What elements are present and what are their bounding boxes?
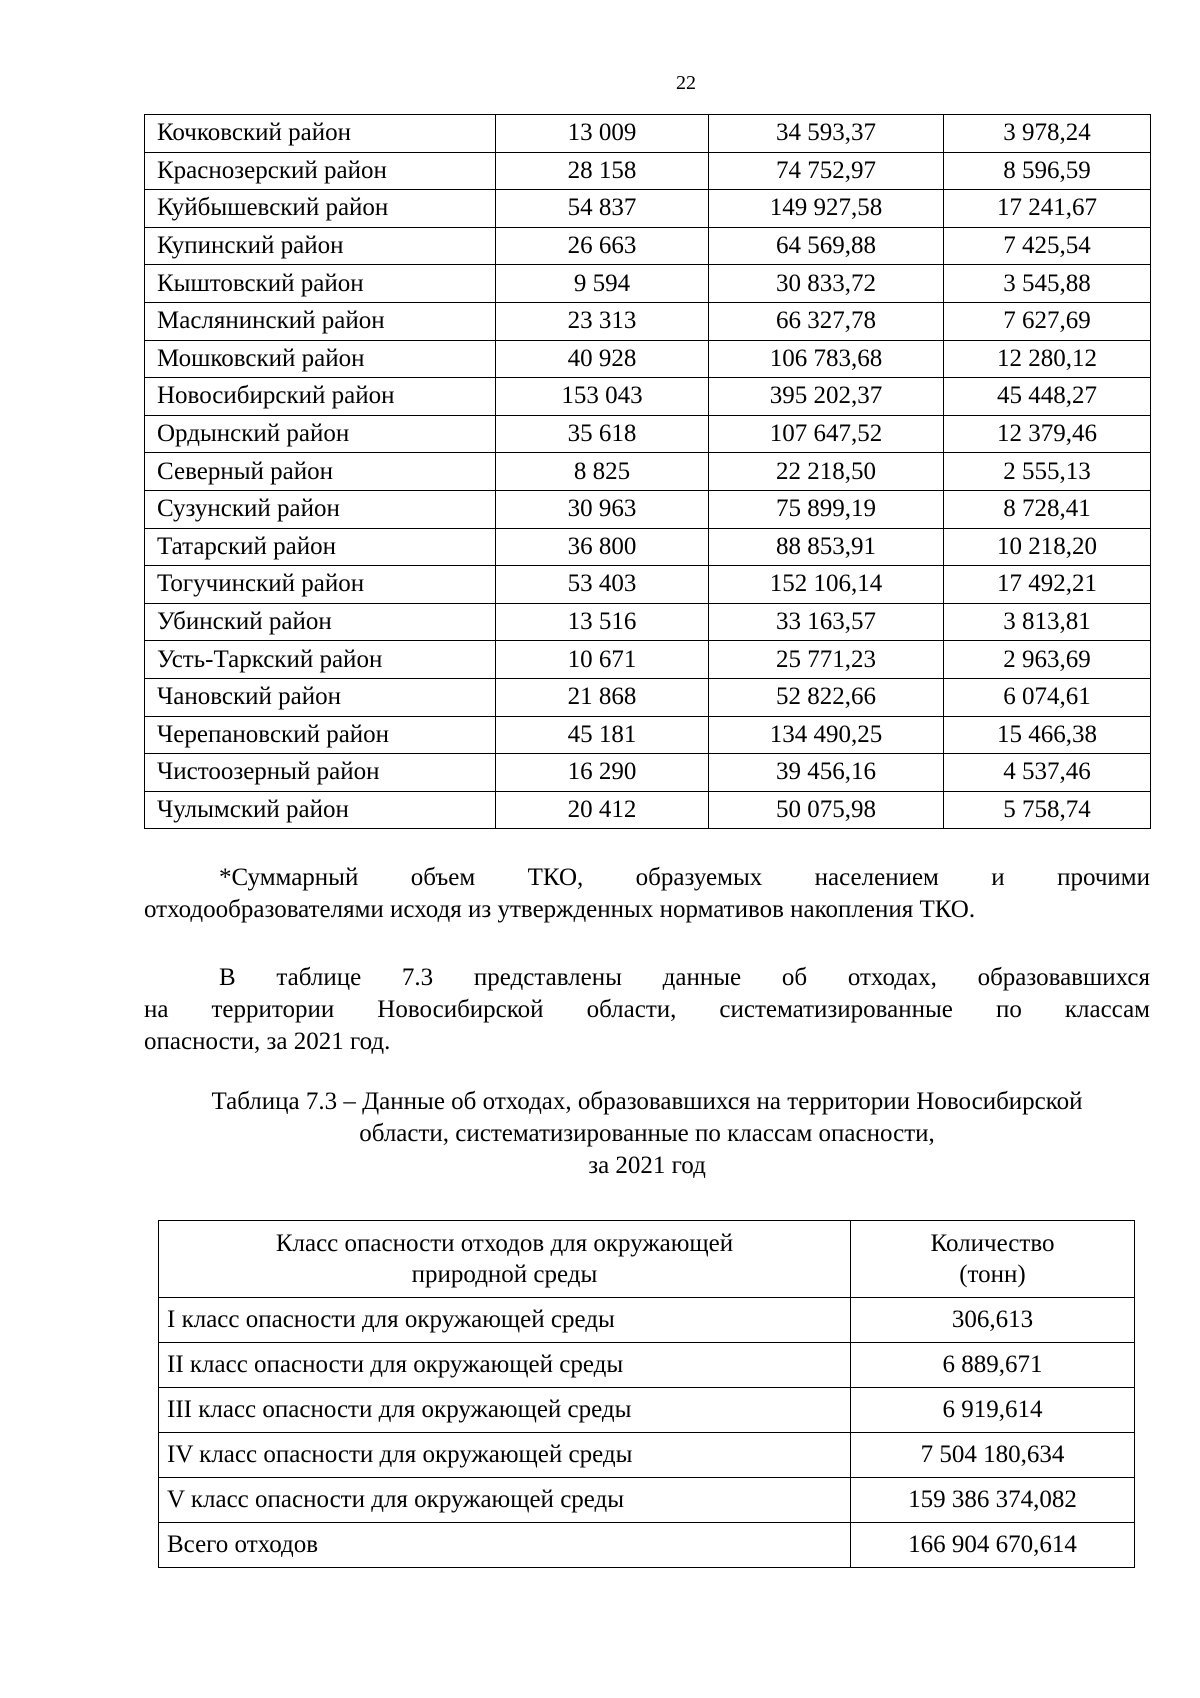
quantity-cell: 6 889,671 xyxy=(851,1343,1135,1388)
volume-m3-cell: 33 163,57 xyxy=(709,603,944,641)
header-hazard-class-line: Класс опасности отходов для окружающей xyxy=(275,1230,734,1257)
mass-tonnes-cell: 7 627,69 xyxy=(944,302,1151,340)
population-cell: 153 043 xyxy=(496,378,709,416)
population-cell: 9 594 xyxy=(496,265,709,303)
table-row xyxy=(159,1388,1135,1433)
mass-tonnes-cell: 7 425,54 xyxy=(944,227,1151,265)
intro-line: опасности, за 2021 год. xyxy=(144,1028,391,1055)
population-cell: 26 663 xyxy=(496,227,709,265)
caption-line: области, систематизированные по классам опасности, xyxy=(359,1120,935,1147)
hazard-header-row xyxy=(159,1221,1135,1298)
hazard-class-cell: IV класс опасности для окружающей среды xyxy=(159,1433,851,1478)
district-name-cell: Купинский район xyxy=(145,227,496,265)
district-name-cell: Чановский район xyxy=(145,678,496,716)
population-cell: 36 800 xyxy=(496,528,709,566)
district-name-cell: Черепановский район xyxy=(145,716,496,754)
hazard-class-cell: I класс опасности для окружающей среды xyxy=(159,1298,851,1343)
mass-tonnes-cell: 17 241,67 xyxy=(944,190,1151,228)
table-row xyxy=(145,566,1151,604)
population-cell: 13 516 xyxy=(496,603,709,641)
mass-tonnes-cell: 2 555,13 xyxy=(944,453,1151,491)
mass-tonnes-cell: 12 379,46 xyxy=(944,415,1151,453)
intro-line: В таблице 7.3 представлены данные об отходах, образовавшихся xyxy=(219,964,1150,991)
volume-m3-cell: 74 752,97 xyxy=(709,152,944,190)
table-row xyxy=(145,678,1151,716)
population-cell: 54 837 xyxy=(496,190,709,228)
district-name-cell: Сузунский район xyxy=(145,490,496,528)
table-row xyxy=(159,1298,1135,1343)
population-cell: 16 290 xyxy=(496,754,709,792)
mass-tonnes-cell: 3 978,24 xyxy=(944,115,1151,153)
population-cell: 20 412 xyxy=(496,791,709,829)
mass-tonnes-cell: 17 492,21 xyxy=(944,566,1151,604)
table-row xyxy=(159,1433,1135,1478)
mass-tonnes-cell: 8 596,59 xyxy=(944,152,1151,190)
table-row xyxy=(159,1523,1135,1568)
table-row xyxy=(159,1343,1135,1388)
table-row xyxy=(159,1478,1135,1523)
volume-m3-cell: 152 106,14 xyxy=(709,566,944,604)
population-cell: 8 825 xyxy=(496,453,709,491)
population-cell: 35 618 xyxy=(496,415,709,453)
mass-tonnes-cell: 4 537,46 xyxy=(944,754,1151,792)
header-hazard-class xyxy=(159,1221,851,1298)
population-cell: 10 671 xyxy=(496,641,709,679)
table-row xyxy=(145,190,1151,228)
table-row xyxy=(145,227,1151,265)
table-row xyxy=(145,152,1151,190)
volume-m3-cell: 107 647,52 xyxy=(709,415,944,453)
header-quantity xyxy=(851,1221,1135,1298)
volume-m3-cell: 88 853,91 xyxy=(709,528,944,566)
footnote-line: *Суммарный объем ТКО, образуемых населением и прочими xyxy=(219,864,1150,891)
mass-tonnes-cell: 2 963,69 xyxy=(944,641,1151,679)
quantity-cell: 159 386 374,082 xyxy=(851,1478,1135,1523)
district-name-cell: Мошковский район xyxy=(145,340,496,378)
mass-tonnes-cell: 12 280,12 xyxy=(944,340,1151,378)
intro-paragraph xyxy=(144,962,1150,1058)
footnote-line: отходообразователями исходя из утвержденных нормативов накопления ТКО. xyxy=(144,896,976,923)
population-cell: 53 403 xyxy=(496,566,709,604)
table-row xyxy=(145,641,1151,679)
table-caption xyxy=(144,1086,1150,1182)
district-name-cell: Краснозерский район xyxy=(145,152,496,190)
table-row xyxy=(145,265,1151,303)
population-cell: 40 928 xyxy=(496,340,709,378)
table-row xyxy=(145,716,1151,754)
population-cell: 45 181 xyxy=(496,716,709,754)
quantity-cell: 7 504 180,634 xyxy=(851,1433,1135,1478)
volume-m3-cell: 30 833,72 xyxy=(709,265,944,303)
districts-table-body xyxy=(145,115,1151,829)
table-row xyxy=(145,302,1151,340)
hazard-class-cell: V класс опасности для окружающей среды xyxy=(159,1478,851,1523)
district-name-cell: Куйбышевский район xyxy=(145,190,496,228)
district-name-cell: Чулымский район xyxy=(145,791,496,829)
district-name-cell: Маслянинский район xyxy=(145,302,496,340)
page-number: 22 xyxy=(676,72,696,94)
hazard-class-cell: Всего отходов xyxy=(159,1523,851,1568)
volume-m3-cell: 39 456,16 xyxy=(709,754,944,792)
table-row xyxy=(145,490,1151,528)
volume-m3-cell: 66 327,78 xyxy=(709,302,944,340)
district-name-cell: Убинский район xyxy=(145,603,496,641)
header-hazard-class-line: природной среды xyxy=(411,1261,598,1288)
table-row xyxy=(145,754,1151,792)
district-name-cell: Северный район xyxy=(145,453,496,491)
district-name-cell: Ордынский район xyxy=(145,415,496,453)
table-row xyxy=(145,453,1151,491)
footnote xyxy=(144,862,1150,926)
districts-table xyxy=(144,114,1151,829)
intro-line: на территории Новосибирской области, систематизированные по классам xyxy=(144,996,1150,1023)
volume-m3-cell: 52 822,66 xyxy=(709,678,944,716)
hazard-class-cell: III класс опасности для окружающей среды xyxy=(159,1388,851,1433)
header-quantity-line: (тонн) xyxy=(959,1261,1026,1288)
volume-m3-cell: 50 075,98 xyxy=(709,791,944,829)
volume-m3-cell: 134 490,25 xyxy=(709,716,944,754)
population-cell: 23 313 xyxy=(496,302,709,340)
district-name-cell: Татарский район xyxy=(145,528,496,566)
district-name-cell: Новосибирский район xyxy=(145,378,496,416)
table-row xyxy=(145,115,1151,153)
mass-tonnes-cell: 45 448,27 xyxy=(944,378,1151,416)
mass-tonnes-cell: 8 728,41 xyxy=(944,490,1151,528)
volume-m3-cell: 395 202,37 xyxy=(709,378,944,416)
header-quantity-line: Количество xyxy=(930,1230,1055,1257)
table-row xyxy=(145,415,1151,453)
district-name-cell: Кочковский район xyxy=(145,115,496,153)
district-name-cell: Чистоозерный район xyxy=(145,754,496,792)
table-row xyxy=(145,340,1151,378)
table-row xyxy=(145,603,1151,641)
volume-m3-cell: 64 569,88 xyxy=(709,227,944,265)
quantity-cell: 306,613 xyxy=(851,1298,1135,1343)
mass-tonnes-cell: 15 466,38 xyxy=(944,716,1151,754)
volume-m3-cell: 75 899,19 xyxy=(709,490,944,528)
mass-tonnes-cell: 5 758,74 xyxy=(944,791,1151,829)
population-cell: 21 868 xyxy=(496,678,709,716)
district-name-cell: Кыштовский район xyxy=(145,265,496,303)
volume-m3-cell: 149 927,58 xyxy=(709,190,944,228)
mass-tonnes-cell: 3 813,81 xyxy=(944,603,1151,641)
caption-line: Таблица 7.3 – Данные об отходах, образовавшихся на территории Новосибирской xyxy=(211,1088,1083,1115)
volume-m3-cell: 106 783,68 xyxy=(709,340,944,378)
volume-m3-cell: 25 771,23 xyxy=(709,641,944,679)
mass-tonnes-cell: 6 074,61 xyxy=(944,678,1151,716)
table-row xyxy=(145,378,1151,416)
table-row xyxy=(145,528,1151,566)
table-row xyxy=(145,791,1151,829)
volume-m3-cell: 22 218,50 xyxy=(709,453,944,491)
hazard-table-body xyxy=(159,1298,1135,1568)
quantity-cell: 6 919,614 xyxy=(851,1388,1135,1433)
hazard-class-table xyxy=(158,1220,1135,1568)
population-cell: 28 158 xyxy=(496,152,709,190)
district-name-cell: Тогучинский район xyxy=(145,566,496,604)
hazard-class-cell: II класс опасности для окружающей среды xyxy=(159,1343,851,1388)
mass-tonnes-cell: 10 218,20 xyxy=(944,528,1151,566)
population-cell: 30 963 xyxy=(496,490,709,528)
district-name-cell: Усть-Таркский район xyxy=(145,641,496,679)
volume-m3-cell: 34 593,37 xyxy=(709,115,944,153)
quantity-cell: 166 904 670,614 xyxy=(851,1523,1135,1568)
population-cell: 13 009 xyxy=(496,115,709,153)
caption-line: за 2021 год xyxy=(588,1152,706,1179)
mass-tonnes-cell: 3 545,88 xyxy=(944,265,1151,303)
